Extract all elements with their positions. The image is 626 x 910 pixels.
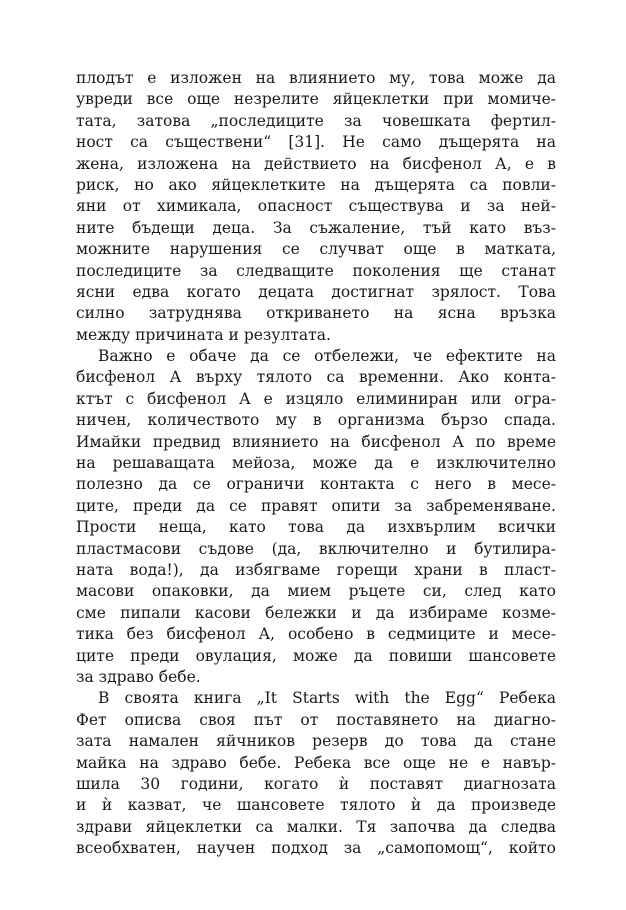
text-line: Важно е обаче да се отбележи, че ефектите на (98, 347, 556, 366)
paragraph (76, 346, 556, 688)
text-line: бисфенол А върху тялото са временни. Ако конта- (76, 368, 556, 387)
text-line: за здраво бебе. (76, 667, 201, 686)
text-line: шила 30 години, когато ѝ поставят диагнозата (76, 774, 556, 793)
text-line: ничен, количеството му в организма бързо спада. (76, 411, 556, 430)
text-line: ктът с бисфенол А е изцяло елиминиран или огра- (76, 389, 556, 408)
text-line: ците, преди да се правят опити за забременяване. (76, 496, 556, 515)
paragraph (76, 688, 556, 859)
text-line: ност са съществени“ [31]. Не само дъщерята на (76, 133, 556, 152)
text-line: последиците за следващите поколения ще станат (76, 261, 556, 280)
text-line: тика без бисфенол А, особено в седмиците и месе- (76, 625, 556, 644)
text-line: яни от химикала, опасност съществува и за ней- (76, 197, 556, 216)
text-line: увреди все още незрелите яйцеклетки при момиче- (76, 90, 556, 109)
text-line: на решаващата мейоза, може да е изключително (76, 454, 556, 473)
text-line: жена, изложена на действието на бисфенол А, е в (76, 154, 556, 173)
text-line: майка на здраво бебе. Ребека все още не е навър- (76, 753, 556, 772)
text-line: тата, затова „последиците за човешката фертил- (76, 111, 556, 130)
text-line: плодът е изложен на влиянието му, това може да (76, 69, 556, 87)
text-line: В своята книга „It Starts with the Egg“ Ребека (98, 689, 556, 708)
text-line: Прости неща, като това да изхвърлим всички (76, 518, 556, 537)
text-line: Имайки предвид влиянието на бисфенол А по време (76, 432, 556, 451)
text-line: можните нарушения се случват още в матката, (76, 240, 556, 259)
text-line: ясни едва когато децата достигнат зрялост. Това (76, 282, 556, 301)
text-line: ната вода!), да избягваме горещи храни в пласт- (76, 560, 556, 579)
text-line: всеобхватен, научен подход за „самопомощ“, който (76, 839, 556, 858)
text-line: риск, но ако яйцеклетките на дъщерята са повли- (76, 175, 556, 194)
page-body (76, 68, 556, 859)
text-line: и ѝ казват, че шансовете тялото ѝ да произведе (76, 796, 556, 815)
text-line: зата намален яйчников резерв до това да стане (76, 732, 556, 751)
text-line: здрави яйцеклетки са малки. Тя започва да следва (76, 817, 556, 836)
text-line: между причината и резултата. (76, 325, 331, 344)
text-line: Фет описва своя път от поставянето на диагно- (76, 710, 556, 729)
paragraph (76, 68, 556, 346)
text-line: сме пипали касови бележки и да избираме козме- (76, 603, 556, 622)
text-line: пластмасови съдове (да, включително и бутилира- (76, 539, 556, 558)
text-line: ните бъдещи деца. За съжаление, тъй като въз- (76, 218, 556, 237)
text-line: масови опаковки, да мием ръцете си, след като (76, 582, 556, 601)
text-line: полезно да се ограничи контакта с него в месе- (76, 475, 556, 494)
text-line: силно затруднява откриването на ясна връзка (76, 304, 556, 323)
text-line: ците преди овулация, може да повиши шансовете (76, 646, 556, 665)
